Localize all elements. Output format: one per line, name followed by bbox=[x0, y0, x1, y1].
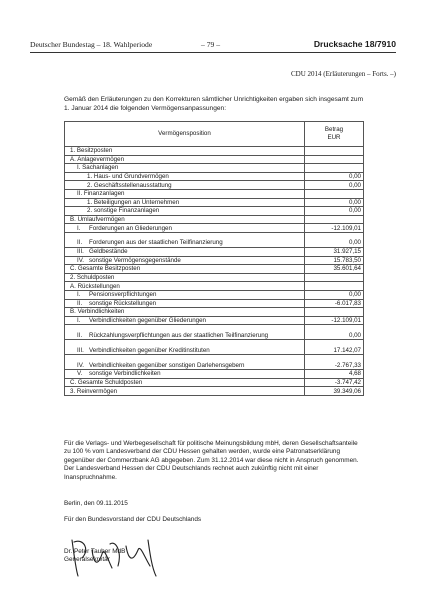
row-label bbox=[65, 387, 305, 396]
column-header-amount bbox=[305, 122, 364, 147]
table-row bbox=[65, 247, 364, 256]
table-row bbox=[65, 224, 364, 233]
row-label bbox=[65, 370, 305, 379]
row-label-text: Rückzahlungsverpflichtungen aus der staatlichen Teilfinanzierung bbox=[89, 331, 269, 339]
row-label-text: B. Verbindlichkeiten bbox=[70, 308, 125, 316]
signer-block bbox=[64, 548, 125, 564]
row-numeral: I. bbox=[77, 291, 81, 299]
row-label bbox=[65, 198, 305, 207]
row-label bbox=[65, 273, 305, 282]
signer-role: Generalsekretär bbox=[64, 556, 110, 563]
row-label bbox=[65, 308, 305, 317]
row-amount: 0,00 bbox=[305, 325, 364, 340]
table-row bbox=[65, 299, 364, 308]
table-row bbox=[65, 340, 364, 355]
row-amount bbox=[305, 308, 364, 317]
page-header bbox=[30, 40, 396, 52]
row-amount: 17.142,07 bbox=[305, 340, 364, 355]
row-amount: 0,00 bbox=[305, 198, 364, 207]
handwritten-signature bbox=[64, 510, 184, 580]
row-label bbox=[65, 147, 305, 156]
table-row bbox=[65, 189, 364, 198]
table-row bbox=[65, 207, 364, 216]
column-header-currency: EUR bbox=[327, 134, 341, 141]
table-row bbox=[65, 273, 364, 282]
table-row bbox=[65, 147, 364, 156]
row-label bbox=[65, 155, 305, 164]
board-line: Für den Bundesvorstand der CDU Deutschlands bbox=[64, 516, 202, 523]
row-numeral: V. bbox=[77, 370, 83, 378]
table-row bbox=[65, 265, 364, 274]
row-label bbox=[65, 265, 305, 274]
row-label bbox=[65, 378, 305, 387]
header-page-number: – 79 – bbox=[201, 40, 220, 49]
row-label-text: Verbindlichkeiten gegenüber sonstigen Darlehensgebern bbox=[89, 361, 245, 369]
row-label-text: Forderungen aus der staatlichen Teilfinanzierung bbox=[89, 239, 223, 247]
row-label-text: Verbindlichkeiten gegenüber Gliederungen bbox=[89, 316, 206, 324]
row-label bbox=[65, 189, 305, 198]
row-label-text: B. Umlaufvermögen bbox=[70, 215, 125, 223]
row-amount: -3.747,42 bbox=[305, 378, 364, 387]
row-label-text: A. Anlagevermögen bbox=[70, 155, 125, 163]
row-label bbox=[65, 256, 305, 265]
section-subheader: CDU 2014 (Erläuterungen – Forts. –) bbox=[291, 70, 396, 78]
row-label bbox=[65, 340, 305, 355]
row-label-text: I. Sachanlagen bbox=[77, 164, 119, 172]
table-row bbox=[65, 256, 364, 265]
table-row bbox=[65, 181, 364, 190]
row-label-text: sonstige Vermögensgegenstände bbox=[89, 256, 181, 264]
row-label bbox=[65, 247, 305, 256]
row-label-text: 1. Beteiligungen an Unternehmen bbox=[87, 198, 180, 206]
table-row bbox=[65, 232, 364, 247]
row-label-text: II. Finanzanlagen bbox=[77, 190, 125, 198]
intro-paragraph: Gemäß den Erläuterungen zu den Korrekturen sämtlicher Unrichtigkeiten ergaben sich insgesamt zum 1. Januar 2014 die folgenden Vermögensanpassungen: bbox=[64, 96, 364, 112]
table-body bbox=[65, 147, 364, 396]
row-label bbox=[65, 290, 305, 299]
row-label-text: Forderungen an Gliederungen bbox=[89, 224, 172, 232]
row-amount: 35.601,64 bbox=[305, 265, 364, 274]
row-label bbox=[65, 232, 305, 247]
table-row bbox=[65, 290, 364, 299]
column-header-amount-label: Betrag bbox=[324, 126, 344, 134]
row-amount bbox=[305, 282, 364, 291]
column-header-position: Vermögensposition bbox=[65, 122, 305, 147]
row-numeral: I. bbox=[77, 316, 81, 324]
row-label bbox=[65, 282, 305, 291]
row-label-text: A. Rückstellungen bbox=[70, 282, 120, 290]
table-row bbox=[65, 355, 364, 370]
row-amount: 15.783,50 bbox=[305, 256, 364, 265]
table-row bbox=[65, 172, 364, 181]
row-amount: 0,00 bbox=[305, 172, 364, 181]
row-label bbox=[65, 164, 305, 173]
table-row bbox=[65, 215, 364, 224]
row-amount bbox=[305, 164, 364, 173]
row-numeral: IV. bbox=[77, 256, 84, 264]
row-label bbox=[65, 355, 305, 370]
row-numeral: II. bbox=[77, 239, 83, 247]
row-amount bbox=[305, 147, 364, 156]
row-label-text: C. Gesamte Besitzposten bbox=[70, 265, 141, 273]
row-amount: 4,68 bbox=[305, 370, 364, 379]
table-header-row bbox=[65, 122, 364, 147]
row-label-text: 2. sonstige Finanzanlagen bbox=[87, 207, 160, 215]
row-amount bbox=[305, 155, 364, 164]
row-numeral: IV. bbox=[77, 361, 84, 369]
table-row bbox=[65, 164, 364, 173]
row-label bbox=[65, 172, 305, 181]
signer-name: Dr. Peter Tauber MdB bbox=[64, 548, 126, 555]
table-row bbox=[65, 387, 364, 396]
row-label bbox=[65, 224, 305, 233]
table-row bbox=[65, 370, 364, 379]
row-numeral: III. bbox=[77, 248, 84, 256]
row-label bbox=[65, 325, 305, 340]
header-parliament: Deutscher Bundestag – 18. Wahlperiode bbox=[30, 40, 153, 49]
table-row bbox=[65, 378, 364, 387]
row-amount bbox=[305, 273, 364, 282]
row-label-text: sonstige Rückstellungen bbox=[89, 299, 157, 307]
row-label-text: Pensionsverpflichtungen bbox=[89, 291, 157, 299]
header-document-number: Drucksache 18/7910 bbox=[313, 39, 396, 49]
row-label-text: 3. Reinvermögen bbox=[70, 387, 118, 395]
row-amount: -6.017,83 bbox=[305, 299, 364, 308]
table-row bbox=[65, 325, 364, 340]
row-amount bbox=[305, 215, 364, 224]
row-label-text: 2. Schuldposten bbox=[70, 273, 115, 281]
table-row bbox=[65, 155, 364, 164]
row-label bbox=[65, 181, 305, 190]
row-numeral: I. bbox=[77, 224, 81, 232]
row-label-text: 1. Haus- und Grundvermögen bbox=[87, 172, 169, 180]
note-paragraph: Für die Verlags- und Werbegesellschaft für politische Meinungsbildung mbH, deren Gesellschaftsanteile zu 100 % vom Landesverband der CDU Hessen gehalten werden, wurde eine Patronatserklärung gegenüber der Commerzbank AG abgegeben. Zum 31.12.2014 war diese nicht in Anspruch genommen. Der Landesverband Hessen der CDU Deutschlands rechnet auch zukünftig nicht mit einer Inanspruchnahme. bbox=[64, 440, 359, 481]
row-label-text: C. Gesamte Schuldposten bbox=[70, 379, 143, 387]
row-amount: -2.767,33 bbox=[305, 355, 364, 370]
row-label-text: Geldbestände bbox=[89, 248, 128, 256]
place-date: Berlin, den 09.11.2015 bbox=[64, 500, 128, 507]
row-amount: 31.927,15 bbox=[305, 247, 364, 256]
row-amount: 0,00 bbox=[305, 290, 364, 299]
row-numeral: III. bbox=[77, 346, 84, 354]
row-amount: -12.109,01 bbox=[305, 224, 364, 233]
row-label-text: 1. Besitzposten bbox=[70, 147, 113, 155]
row-amount: 0,00 bbox=[305, 181, 364, 190]
header-rule bbox=[30, 52, 396, 53]
row-label-text: 2. Geschäftsstellenausstattung bbox=[87, 181, 172, 189]
row-label bbox=[65, 299, 305, 308]
table-row bbox=[65, 198, 364, 207]
row-amount: -12.109,01 bbox=[305, 316, 364, 325]
row-label bbox=[65, 207, 305, 216]
row-label-text: sonstige Verbindlichkeiten bbox=[89, 370, 161, 378]
row-amount: 0,00 bbox=[305, 232, 364, 247]
table-row bbox=[65, 282, 364, 291]
row-label bbox=[65, 215, 305, 224]
table-row bbox=[65, 308, 364, 317]
row-amount bbox=[305, 189, 364, 198]
asset-adjustment-table bbox=[64, 121, 364, 396]
row-amount: 0,00 bbox=[305, 207, 364, 216]
row-label bbox=[65, 316, 305, 325]
row-label-text: Verbindlichkeiten gegenüber Kreditinstituten bbox=[89, 346, 210, 354]
row-amount: 39.349,06 bbox=[305, 387, 364, 396]
table-row bbox=[65, 316, 364, 325]
row-numeral: II. bbox=[77, 299, 83, 307]
row-numeral: II. bbox=[77, 331, 83, 339]
